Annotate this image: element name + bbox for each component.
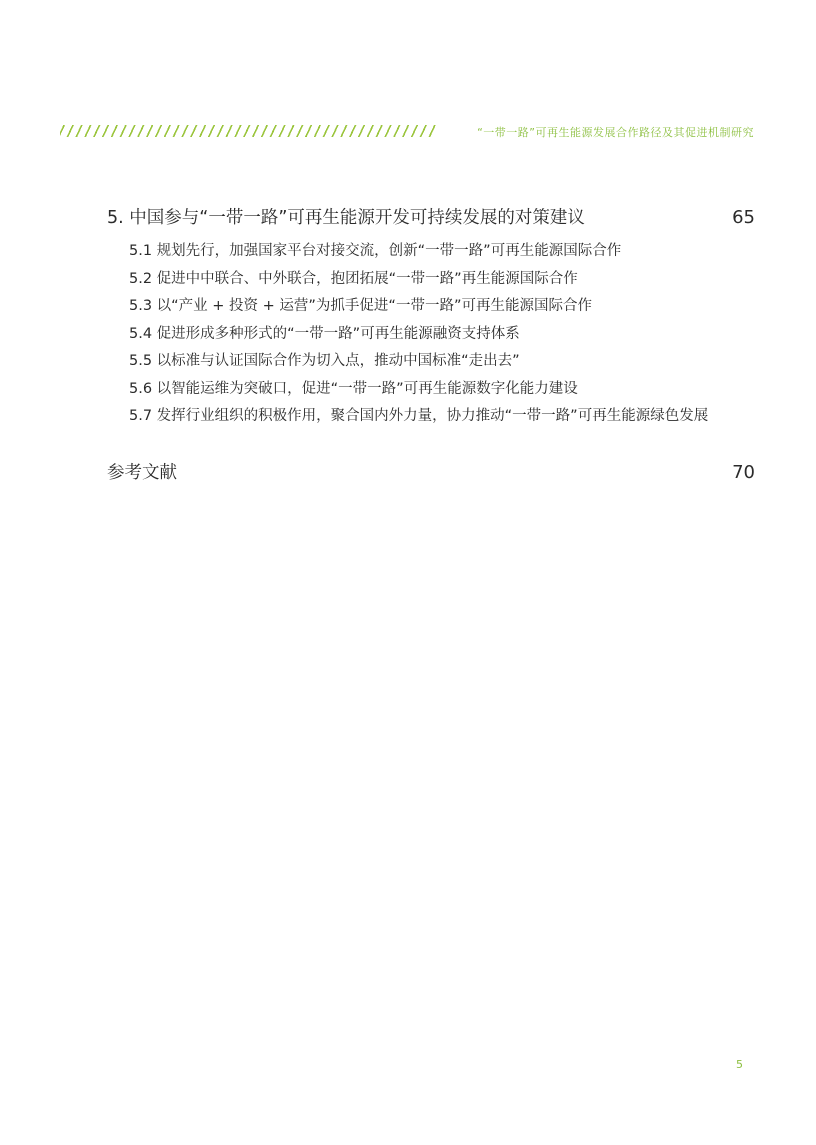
table-of-contents xyxy=(107,205,755,486)
toc-section-5-6[interactable]: 5.6 以智能运维为突破口，促进“一带一路”可再生能源数字化能力建设 xyxy=(129,380,578,397)
toc-references-title: 参考文献 xyxy=(107,462,177,483)
toc-chapter-5-title: 5. 中国参与“一带一路”可再生能源开发可持续发展的对策建议 xyxy=(107,208,585,228)
header-stripe-decoration xyxy=(60,125,436,137)
toc-references[interactable] xyxy=(107,460,755,486)
toc-references-page: 70 xyxy=(732,461,755,483)
toc-section-5-5[interactable]: 5.5 以标准与认证国际合作为切入点，推动中国标准“走出去” xyxy=(129,353,520,369)
toc-section-5-7[interactable]: 5.7 发挥行业组织的积极作用，聚合国内外力量，协力推动“一带一路”可再生能源绿色发展 xyxy=(129,408,709,424)
toc-section-5-3[interactable]: 5.3 以“产业 + 投资 + 运营”为抓手促进“一带一路”可再生能源国际合作 xyxy=(129,298,592,314)
header-title: “一带一路”可再生能源发展合作路径及其促进机制研究 xyxy=(477,126,754,139)
toc-section-5-4[interactable]: 5.4 促进形成多种形式的“一带一路”可再生能源融资支持体系 xyxy=(129,325,520,342)
toc-chapter-5-page: 65 xyxy=(732,207,755,228)
toc-chapter-5-sections xyxy=(107,238,755,431)
toc-section-5-1[interactable]: 5.1 规划先行，加强国家平台对接交流，创新“一带一路”可再生能源国际合作 xyxy=(129,243,622,259)
page-number: 5 xyxy=(736,1058,743,1071)
toc-section-5-2[interactable]: 5.2 促进中中联合、中外联合，抱团拓展“一带一路”再生能源国际合作 xyxy=(129,270,578,287)
toc-chapter-5[interactable] xyxy=(107,205,755,231)
